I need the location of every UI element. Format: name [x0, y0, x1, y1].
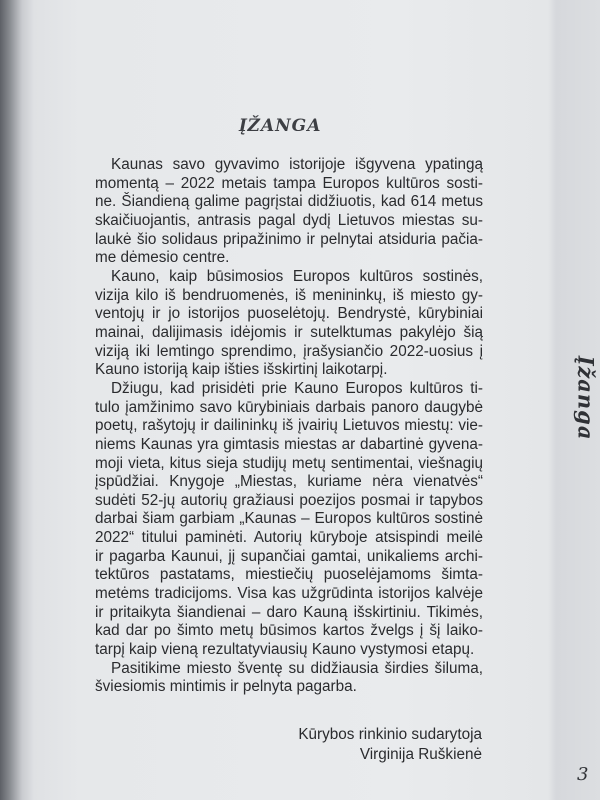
text-line: momentą – 2022 metais tampa Europos kultūros sosti-	[95, 174, 483, 192]
text-line: Kauno istoriją kaip išties išskirtinį laikotarpį.	[95, 361, 388, 379]
text-line: moji vieta, kitus sieja studijų metų sentimentai, viešnagių	[95, 454, 483, 472]
signature-role: Kūrybos rinkinio sudarytoja	[298, 726, 482, 743]
text-line: tektūros pastatams, miestiečių puoselėjamoms šimta-	[95, 566, 483, 584]
paragraph	[95, 156, 483, 268]
text-line: skaičiuojantis, antrasis pagal dydį Lietuvos miestas su-	[95, 211, 483, 229]
paragraph	[95, 268, 483, 380]
text-line: Pasitikime miesto šventę su didžiausia širdies šiluma,	[111, 659, 483, 677]
text-line: me dėmesio centre.	[95, 249, 230, 267]
text-line: ir pritaikyta šiandienai – daro Kauną išskirtiniu. Tikimės,	[95, 603, 483, 621]
text-line: Džiugu, kad prisidėti prie Kauno Europos kultūros ti-	[111, 379, 483, 397]
text-line: tulo įamžinimo savo kūrybiniais darbais panoro daugybė	[95, 398, 483, 416]
page-title: ĮŽANGA	[238, 116, 322, 136]
text-line: Kauno, kaip būsimosios Europos kultūros sostinės,	[111, 267, 483, 285]
text-line: šviesiomis mintimis ir pelnyta pagarba.	[95, 678, 357, 696]
text-line: ventojų ir jo istorijos puoselėtojų. Bendrystė, kūrybiniai	[95, 305, 483, 323]
signature-name: Virginija Ruškienė	[359, 746, 482, 763]
text-line: tarpį kaip vieną rezultatyviausių Kauno vystymosi etapų.	[95, 641, 475, 659]
text-line: viziją iki lemtingo sprendimo, įrašysiančio 2022-uosius į	[95, 342, 483, 360]
paragraph	[95, 660, 483, 697]
text-line: laukė šio solidaus pripažinimo ir pelnytai atsiduria pačia-	[95, 230, 483, 248]
text-line: įspūdžiai. Knygoje „Miestas, kuriame nėra vienatvės“	[95, 473, 483, 491]
text-line: ne. Šiandieną galime pagrįstai didžiuotis, kad 614 metus	[95, 193, 483, 211]
text-line: sudėti 52-jų autorių gražiausi poezijos posmai ir tapybos	[95, 491, 483, 509]
body-text	[95, 156, 483, 697]
text-line: niems Kaunas yra gimtasis miestas ar dabartinė gyvena-	[95, 435, 483, 453]
text-line: metėms tradicijoms. Visa kas užgrūdinta istorijos kalvėje	[95, 585, 483, 603]
signature	[298, 725, 482, 765]
text-line: poetų, rašytojų ir dailininkų iš įvairių Lietuvos miestų: vie-	[95, 417, 483, 435]
paragraph	[95, 380, 483, 660]
text-line: vizija kilo iš bendruomenės, iš menininkų, iš miesto gy-	[95, 286, 483, 304]
side-running-title: Įžanga	[573, 355, 599, 441]
page-number: 3	[577, 764, 589, 785]
text-line: darbai šiam garbiam „Kaunas – Europos kultūros sostinė	[95, 510, 483, 528]
text-line: ir pagarba Kaunui, jį supančiai gamtai, unikaliems archi-	[95, 547, 483, 565]
text-line: Kaunas savo gyvavimo istorijoje išgyvena ypatingą	[111, 156, 483, 173]
text-line: kad dar po šimto metų būsimos kartos žvelgs į šį laiko-	[95, 622, 483, 640]
text-line: mainai, dalijimasis idėjomis ir sutelktumas pakylėjo šią	[95, 323, 483, 341]
text-line: 2022“ titului paminėti. Autorių kūryboje atsispindi meilė	[95, 529, 483, 547]
